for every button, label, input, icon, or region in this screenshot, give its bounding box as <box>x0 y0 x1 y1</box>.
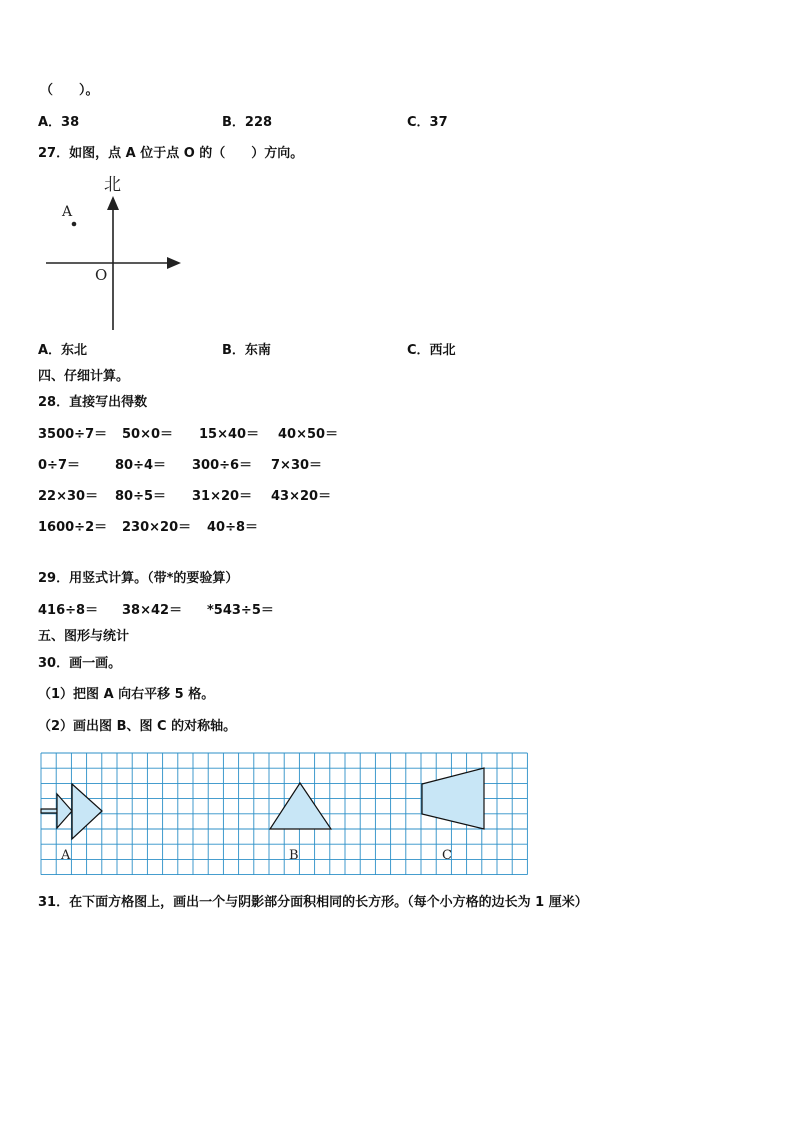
q28-item: 0÷7＝ <box>38 458 80 473</box>
figure-a <box>41 784 102 839</box>
figure-label-b: B <box>289 848 299 863</box>
q28-item: 3500÷7＝ <box>38 427 108 442</box>
q26-tail: （ ）。 <box>40 83 99 98</box>
q28-item: 22×30＝ <box>38 489 99 504</box>
q29-stem: 29．用竖式计算。（带*的要验算） <box>38 571 239 586</box>
q28-stem: 28．直接写出得数 <box>38 395 148 410</box>
q27-stem: 27．如图，点 A 位于点 O 的（ ）方向。 <box>38 146 304 161</box>
q30-sub1: （1）把图 A 向右平移 5 格。 <box>38 687 215 702</box>
point-a-label: A <box>62 204 73 220</box>
q27-option-c: C．西北 <box>407 343 456 358</box>
q28-item: 230×20＝ <box>122 520 192 535</box>
q31-stem: 31．在下面方格图上，画出一个与阴影部分面积相同的长方形。（每个小方格的边长为 1 厘米） <box>38 895 588 910</box>
q26-option-c: C．37 <box>407 115 448 130</box>
north-label: 北 <box>104 175 121 195</box>
q28-item: 7×30＝ <box>271 458 323 473</box>
q28-item: 50×0＝ <box>122 427 174 442</box>
q28-item: 80÷5＝ <box>115 489 167 504</box>
q26-option-b: B．228 <box>222 115 273 130</box>
q28-item: 31×20＝ <box>192 489 253 504</box>
q27-option-a: A．东北 <box>38 343 88 358</box>
q30-stem: 30．画一画。 <box>38 656 122 671</box>
point-a-dot <box>72 222 77 227</box>
q29-item: *543÷5＝ <box>207 603 274 618</box>
square-grid <box>41 753 531 877</box>
origin-label: O <box>95 266 108 284</box>
figure-label-a: A <box>61 848 71 863</box>
section5-title: 五、图形与统计 <box>38 629 130 644</box>
figure-c <box>422 768 484 829</box>
q28-item: 43×20＝ <box>271 489 332 504</box>
q28-item: 40×50＝ <box>278 427 339 442</box>
q26-option-a: A．38 <box>38 115 80 130</box>
q29-item: 416÷8＝ <box>38 603 99 618</box>
q28-item: 80÷4＝ <box>115 458 167 473</box>
figure-label-c: C <box>442 848 452 863</box>
q30-sub2: （2）画出图 B、图 C 的对称轴。 <box>38 719 237 734</box>
q28-item: 15×40＝ <box>199 427 260 442</box>
q27-option-b: B．东南 <box>222 343 271 358</box>
figure-b <box>270 783 331 829</box>
compass-diagram <box>40 168 190 333</box>
section4-title: 四、仔细计算。 <box>38 369 130 384</box>
q28-item: 1600÷2＝ <box>38 520 108 535</box>
q29-item: 38×42＝ <box>122 603 183 618</box>
q28-item: 40÷8＝ <box>207 520 259 535</box>
q28-item: 300÷6＝ <box>192 458 253 473</box>
